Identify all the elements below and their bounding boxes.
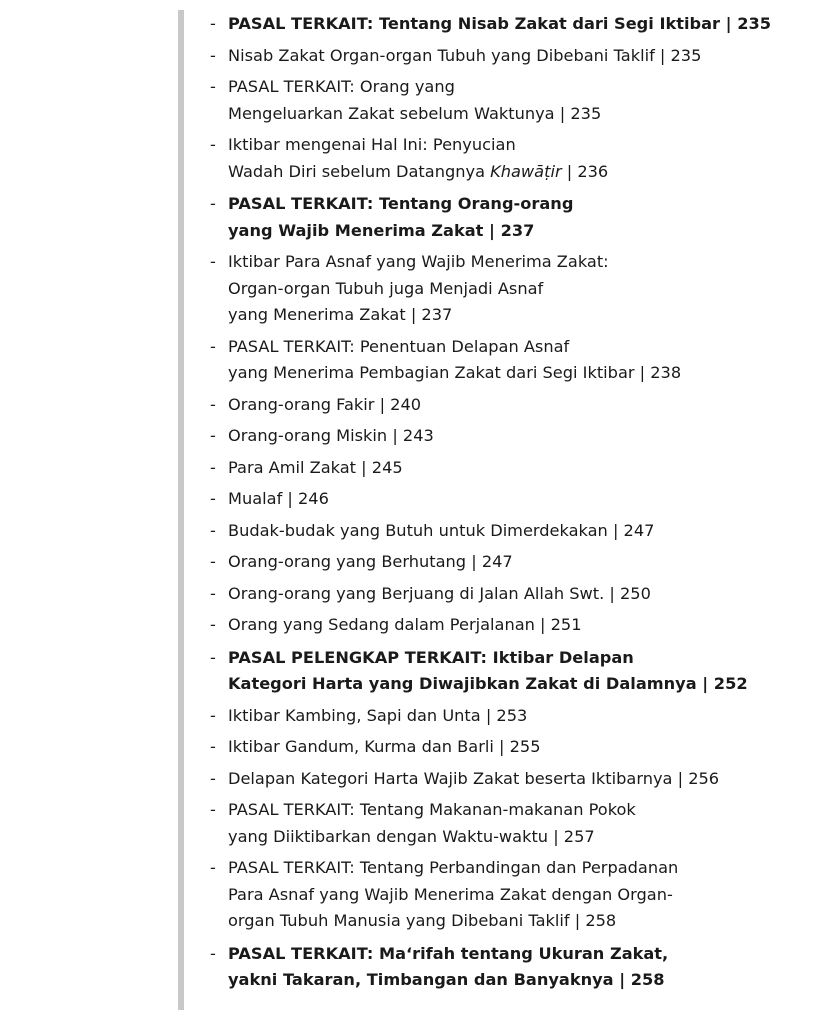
toc-entry: [210, 43, 830, 70]
toc-dash: -: [210, 426, 216, 445]
toc-entry-line: [228, 855, 830, 882]
toc-dash: -: [210, 520, 216, 540]
toc-entry-text: PASAL TERKAIT: Tentang Makanan-makanan Pokok: [228, 800, 636, 819]
toc-entry-text: Kategori Harta yang Diwajibkan Zakat di Dalamnya | 252: [228, 674, 748, 693]
toc-entry: [210, 334, 830, 387]
toc-entry-line: [228, 218, 830, 245]
toc-entry-text: yang Wajib Menerima Zakat | 237: [228, 220, 535, 240]
toc-entry-line: [228, 797, 830, 824]
toc-entry-text: Nisab Zakat Organ-organ Tubuh yang Dibebani Taklif | 235: [228, 45, 702, 65]
toc-entry-line: [228, 518, 830, 545]
toc-entry-text: Orang-orang yang Berhutang | 247: [228, 552, 513, 571]
toc-entry-text: Orang-orang Miskin | 243: [228, 426, 434, 445]
toc-entry-text: Iktibar Gandum, Kurma dan Barli | 255: [228, 737, 541, 756]
toc-entry-text: Orang yang Sedang dalam Perjalanan | 251: [228, 615, 582, 634]
toc-entry-line: [228, 612, 830, 639]
toc-dash: -: [210, 943, 216, 963]
toc-dash: -: [210, 394, 216, 414]
toc-entry-text: Wadah Diri sebelum Datangnya: [228, 161, 491, 181]
toc-dash: -: [210, 336, 216, 356]
toc-entry-italic: Khawāṭir: [490, 161, 562, 181]
toc-entry-text: PASAL TERKAIT: Tentang Nisab Zakat dari Segi Iktibar | 235: [228, 14, 771, 33]
toc-entry-line: [228, 824, 830, 851]
margin-rule: [178, 10, 184, 1010]
toc-entry-line: [228, 101, 830, 128]
toc-entry-text: PASAL TERKAIT: Tentang Perbandingan dan Perpadanan: [228, 858, 679, 877]
toc-entry-text: yakni Takaran, Timbangan dan Banyaknya | 258: [228, 970, 665, 989]
toc-dash: -: [210, 194, 216, 213]
toc-entry-text: organ Tubuh Manusia yang Dibebani Taklif | 258: [228, 911, 617, 930]
toc-entry: [210, 766, 830, 793]
toc-entry-line: [228, 191, 830, 218]
toc-entry-line: [228, 645, 830, 672]
toc-dash: -: [210, 489, 216, 508]
toc-entry-line: [228, 132, 830, 159]
toc-entry-text: PASAL TERKAIT: Ma‘rifah tentang Ukuran Zakat,: [228, 943, 669, 963]
toc-entry: [210, 549, 830, 576]
toc-entry-line: [228, 334, 830, 361]
toc-dash: -: [210, 615, 216, 634]
toc-entry-line: [228, 159, 830, 186]
toc-entry-text: Mengeluarkan Zakat sebelum Waktunya | 235: [228, 103, 602, 123]
toc-entry-line: [228, 43, 830, 70]
toc-entry: [210, 734, 830, 761]
toc-entry: [210, 645, 830, 698]
toc-entry-line: [228, 549, 830, 576]
toc-entry-text: Para Amil Zakat | 245: [228, 457, 403, 477]
toc-dash: -: [210, 77, 216, 96]
toc-entry-text: Budak-budak yang Butuh untuk Dimerdekakan | 247: [228, 520, 655, 540]
toc-entry-line: [228, 486, 830, 513]
toc-entry-text: Iktibar mengenai Hal Ini: Penyucian: [228, 135, 516, 154]
toc-entry: [210, 855, 830, 935]
toc-entry-line: [228, 423, 830, 450]
toc-entry-line: [228, 249, 830, 276]
toc-dash: -: [210, 552, 216, 571]
toc-entry-line: [228, 360, 830, 387]
toc-entry-text: Mualaf | 246: [228, 489, 329, 508]
toc-entry: [210, 703, 830, 730]
toc-entry: [210, 941, 830, 994]
toc-dash: -: [210, 14, 216, 33]
toc-dash: -: [210, 705, 216, 725]
toc-entry: [210, 455, 830, 482]
toc-entry-text: yang Menerima Zakat | 237: [228, 305, 453, 324]
toc-entry-line: [228, 581, 830, 608]
toc-dash: -: [210, 800, 216, 819]
toc-entry-line: [228, 74, 830, 101]
toc-entry-text: Orang-orang Fakir | 240: [228, 394, 422, 414]
toc-entry: [210, 518, 830, 545]
toc-entry: [210, 392, 830, 419]
toc-entry-line: [228, 908, 830, 935]
toc-entry-text: Delapan Kategori Harta Wajib Zakat beserta Iktibarnya | 256: [228, 768, 720, 788]
toc-entry-line: [228, 455, 830, 482]
table-of-contents: [210, 5, 830, 999]
toc-dash: -: [210, 583, 216, 603]
toc-entry-text: PASAL TERKAIT: Tentang Orang-orang: [228, 194, 574, 213]
toc-entry-line: [228, 392, 830, 419]
toc-dash: -: [210, 768, 216, 788]
toc-entry-text: PASAL PELENGKAP TERKAIT: Iktibar Delapan: [228, 647, 634, 667]
toc-dash: -: [210, 647, 216, 667]
toc-entry-line: [228, 276, 830, 303]
toc-entry-line: [228, 734, 830, 761]
toc-entry-text: PASAL TERKAIT: Penentuan Delapan Asnaf: [228, 336, 570, 356]
toc-entry-line: [228, 941, 830, 968]
toc-entry: [210, 612, 830, 639]
toc-entry: [210, 423, 830, 450]
toc-entry: [210, 11, 830, 38]
toc-entry-text: Para Asnaf yang Wajib Menerima Zakat dengan Organ-: [228, 884, 673, 904]
toc-entry: [210, 581, 830, 608]
toc-entry-text: Iktibar Kambing, Sapi dan Unta | 253: [228, 705, 528, 725]
toc-entry-page: | 236: [561, 161, 609, 181]
toc-entry-text: Iktibar Para Asnaf yang Wajib Menerima Zakat:: [228, 252, 609, 271]
toc-entry-text: yang Diiktibarkan dengan Waktu-waktu | 257: [228, 826, 595, 846]
toc-entry: [210, 797, 830, 850]
toc-entry-line: [228, 11, 830, 38]
toc-entry-text: Organ-organ Tubuh juga Menjadi Asnaf: [228, 278, 544, 298]
toc-entry: [210, 486, 830, 513]
toc-entry-line: [228, 882, 830, 909]
toc-entry-text: Orang-orang yang Berjuang di Jalan Allah Swt. | 250: [228, 583, 651, 603]
toc-dash: -: [210, 858, 216, 877]
toc-entry-text: yang Menerima Pembagian Zakat dari Segi Iktibar | 238: [228, 363, 682, 382]
toc-entry: [210, 132, 830, 185]
toc-dash: -: [210, 737, 216, 756]
toc-entry: [210, 249, 830, 329]
toc-dash: -: [210, 457, 216, 477]
toc-entry-text: PASAL TERKAIT: Orang yang: [228, 77, 455, 96]
toc-entry-line: [228, 671, 830, 698]
toc-dash: -: [210, 252, 216, 271]
toc-entry-line: [228, 766, 830, 793]
toc-dash: -: [210, 135, 216, 154]
toc-dash: -: [210, 45, 216, 65]
toc-entry: [210, 191, 830, 244]
toc-entry-line: [228, 967, 830, 994]
toc-entry-line: [228, 302, 830, 329]
toc-entry-line: [228, 703, 830, 730]
toc-entry: [210, 74, 830, 127]
